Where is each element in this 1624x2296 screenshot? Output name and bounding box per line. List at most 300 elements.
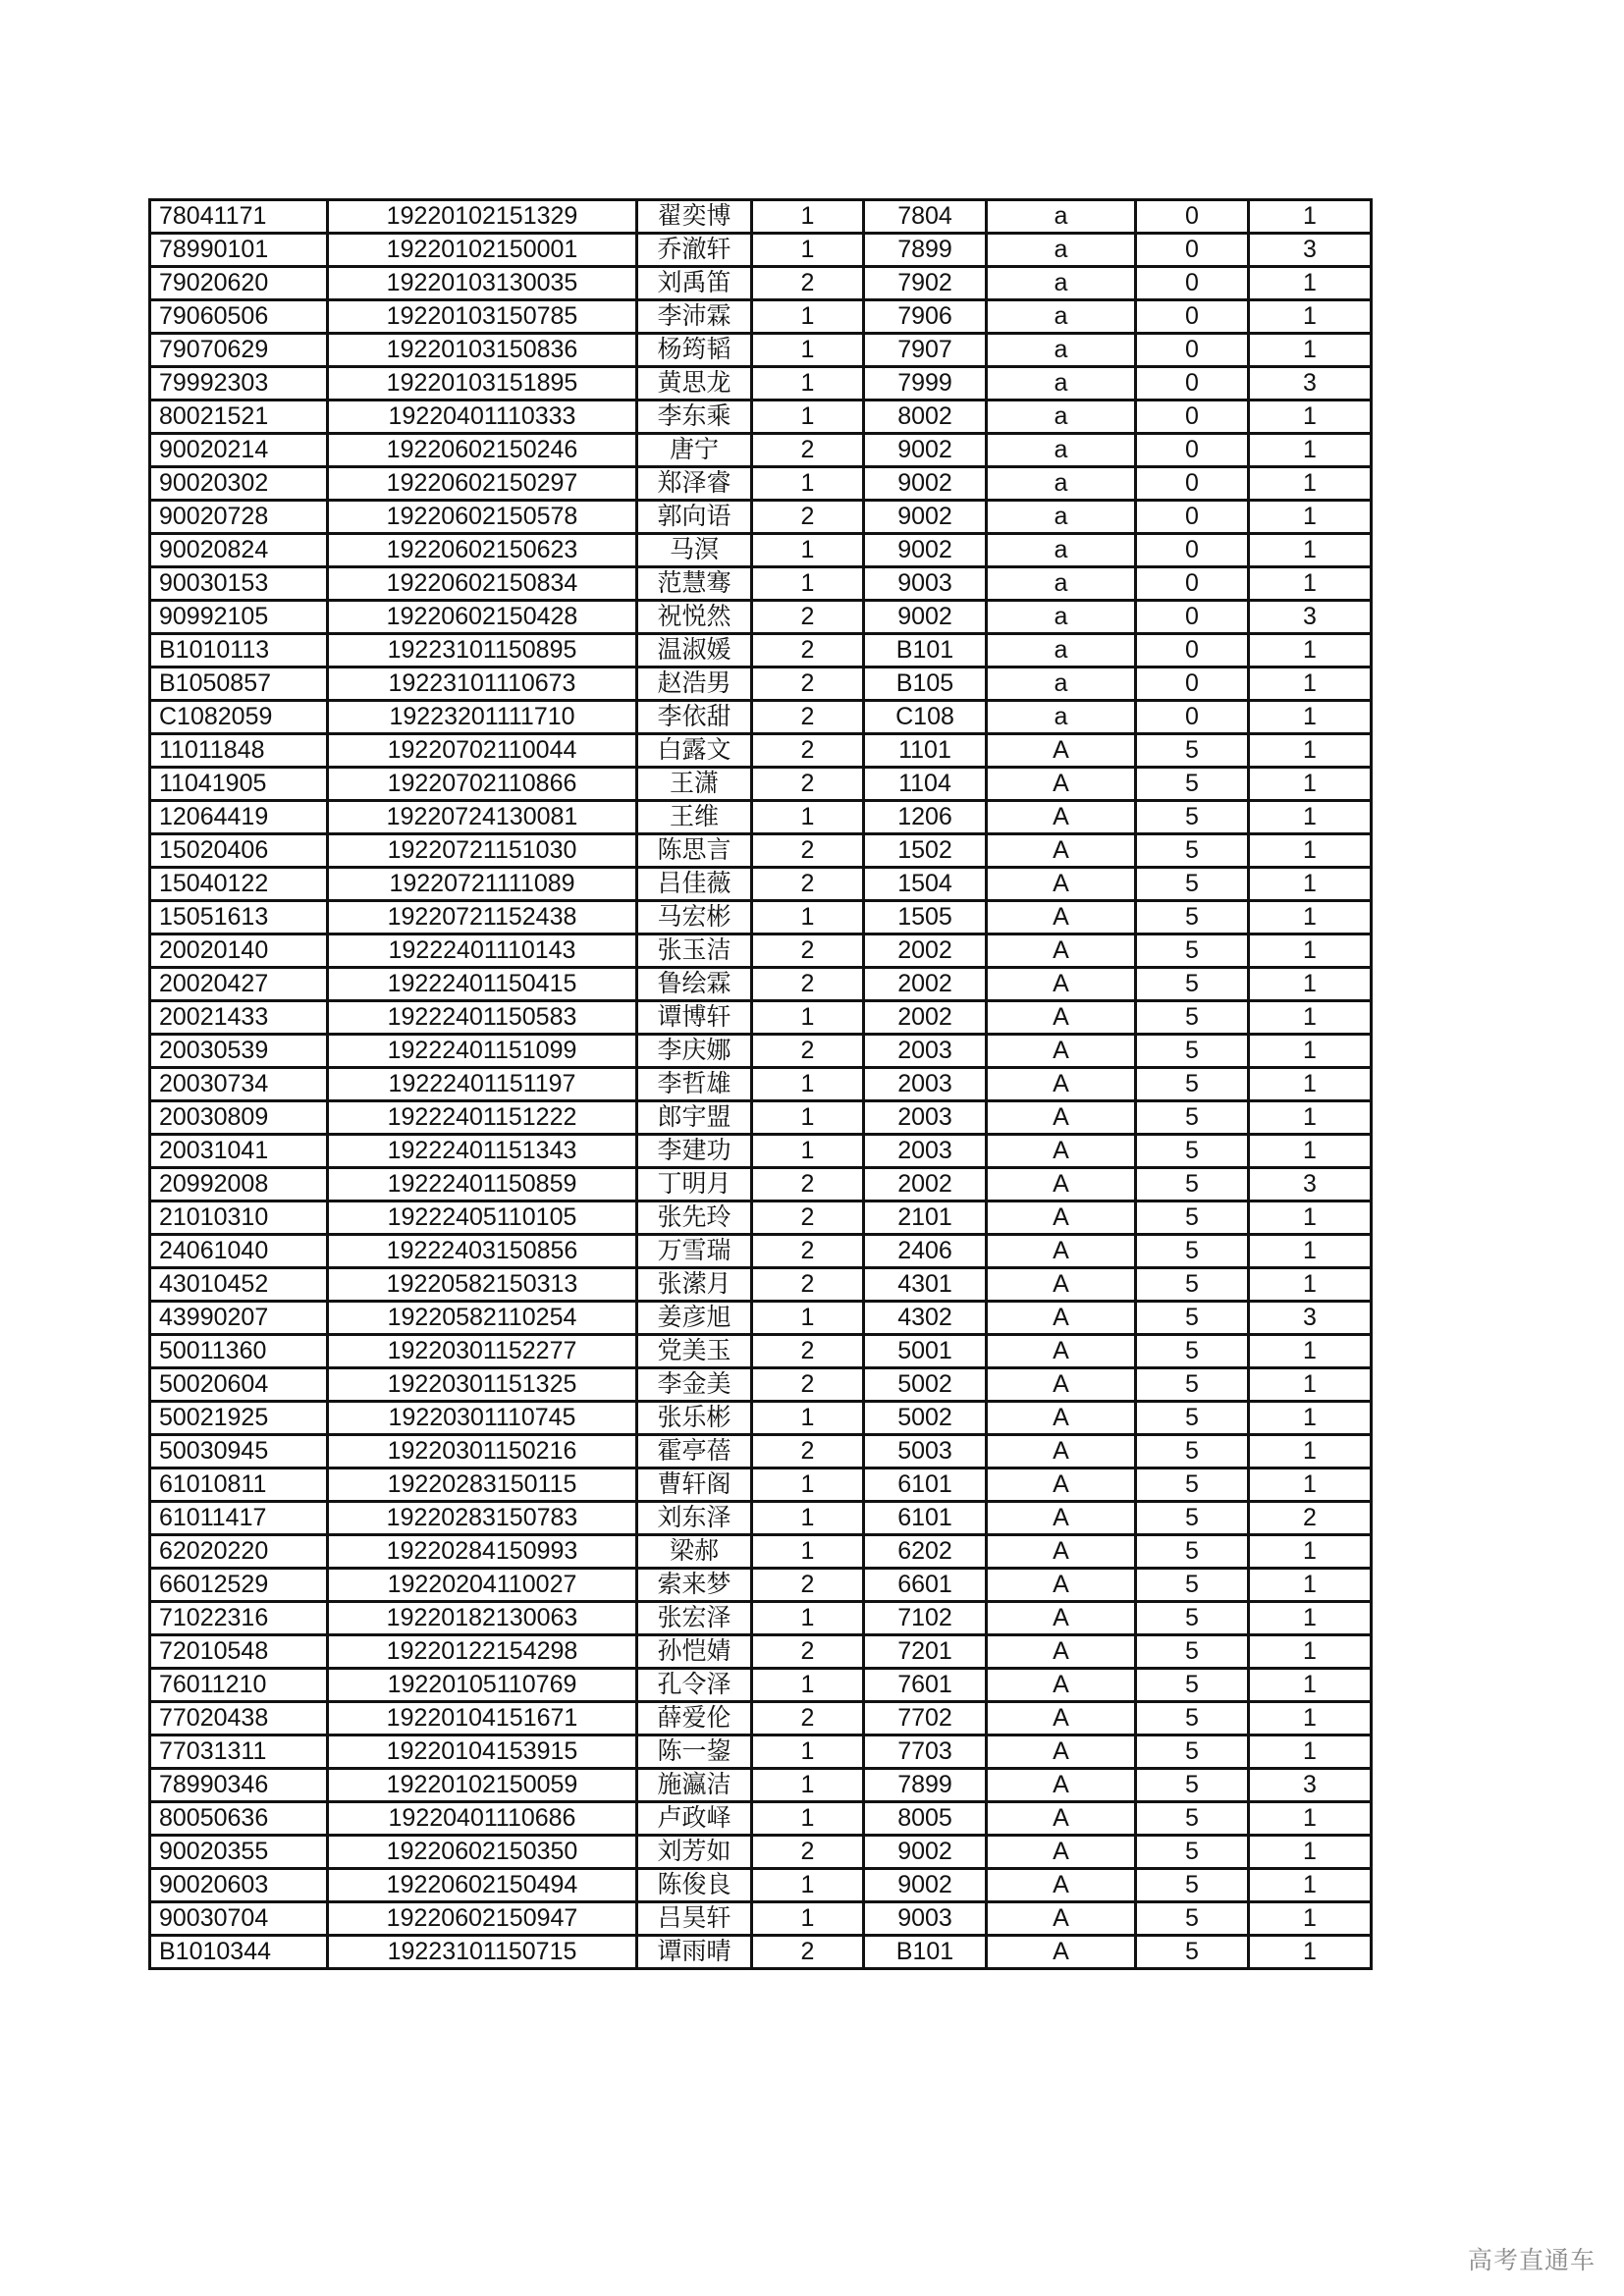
cell-score: 5 — [1136, 934, 1249, 968]
cell-gender: 2 — [752, 667, 864, 701]
cell-code: 9002 — [864, 501, 987, 534]
table-row — [150, 1035, 1372, 1068]
cell-id: 78990101 — [150, 234, 328, 267]
cell-id: 90020214 — [150, 434, 328, 467]
cell-type: 1 — [1249, 1368, 1372, 1402]
cell-exam-no: 19220602150246 — [328, 434, 637, 467]
cell-name: 薛爱伦 — [637, 1702, 752, 1735]
cell-score: 0 — [1136, 400, 1249, 434]
cell-exam-no: 19220103150785 — [328, 300, 637, 334]
cell-exam-no: 19223101150715 — [328, 1936, 637, 1969]
cell-exam-no: 19222403150856 — [328, 1235, 637, 1268]
cell-gender: 1 — [752, 1769, 864, 1802]
cell-code: 2002 — [864, 934, 987, 968]
cell-level: A — [987, 1802, 1136, 1836]
cell-code: 1502 — [864, 834, 987, 868]
cell-type: 1 — [1249, 701, 1372, 734]
cell-code: 4302 — [864, 1302, 987, 1335]
cell-level: a — [987, 467, 1136, 501]
cell-id: 11011848 — [150, 734, 328, 768]
cell-id: 79070629 — [150, 334, 328, 367]
cell-level: A — [987, 1769, 1136, 1802]
data-sheet — [148, 198, 1373, 1970]
cell-name: 刘东泽 — [637, 1502, 752, 1535]
cell-level: a — [987, 501, 1136, 534]
cell-exam-no: 19220602150834 — [328, 567, 637, 601]
cell-code: 7899 — [864, 1769, 987, 1802]
cell-code: 7102 — [864, 1602, 987, 1635]
cell-type: 1 — [1249, 1235, 1372, 1268]
cell-type: 1 — [1249, 667, 1372, 701]
table-row — [150, 1602, 1372, 1635]
cell-id: 90020728 — [150, 501, 328, 534]
cell-code: 7899 — [864, 234, 987, 267]
cell-gender: 2 — [752, 267, 864, 300]
cell-id: 78041171 — [150, 200, 328, 234]
cell-exam-no: 19220102150059 — [328, 1769, 637, 1802]
cell-level: a — [987, 234, 1136, 267]
cell-level: A — [987, 1869, 1136, 1902]
cell-id: B1010113 — [150, 634, 328, 667]
cell-code: C108 — [864, 701, 987, 734]
cell-id: 43010452 — [150, 1268, 328, 1302]
cell-name: 翟奕博 — [637, 200, 752, 234]
cell-type: 1 — [1249, 1635, 1372, 1669]
cell-exam-no: 19220602150494 — [328, 1869, 637, 1902]
cell-type: 3 — [1249, 234, 1372, 267]
cell-name: 吕昊轩 — [637, 1902, 752, 1936]
cell-level: A — [987, 734, 1136, 768]
cell-code: 7201 — [864, 1635, 987, 1669]
cell-gender: 1 — [752, 467, 864, 501]
cell-id: 90992105 — [150, 601, 328, 634]
cell-name: 赵浩男 — [637, 667, 752, 701]
cell-name: 乔澈轩 — [637, 234, 752, 267]
cell-gender: 1 — [752, 400, 864, 434]
cell-name: 李建功 — [637, 1135, 752, 1168]
cell-name: 唐宁 — [637, 434, 752, 467]
cell-level: A — [987, 1268, 1136, 1302]
watermark: 高考直通车 — [1468, 2246, 1597, 2274]
cell-code: 2003 — [864, 1068, 987, 1101]
cell-score: 5 — [1136, 1735, 1249, 1769]
cell-level: A — [987, 1902, 1136, 1936]
cell-gender: 1 — [752, 1101, 864, 1135]
cell-level: A — [987, 1735, 1136, 1769]
cell-score: 5 — [1136, 968, 1249, 1001]
table-row — [150, 801, 1372, 834]
table-row — [150, 1468, 1372, 1502]
cell-score: 5 — [1136, 1335, 1249, 1368]
cell-code: 7702 — [864, 1702, 987, 1735]
cell-code: 7906 — [864, 300, 987, 334]
cell-name: 陈一鋆 — [637, 1735, 752, 1769]
cell-level: A — [987, 1502, 1136, 1535]
cell-score: 0 — [1136, 234, 1249, 267]
cell-level: A — [987, 1035, 1136, 1068]
cell-score: 5 — [1136, 1702, 1249, 1735]
cell-id: 24061040 — [150, 1235, 328, 1268]
cell-code: 1206 — [864, 801, 987, 834]
cell-name: 李哲雄 — [637, 1068, 752, 1101]
cell-type: 2 — [1249, 1502, 1372, 1535]
cell-score: 5 — [1136, 1936, 1249, 1969]
table-row — [150, 1435, 1372, 1468]
cell-id: C1082059 — [150, 701, 328, 734]
cell-name: 李依甜 — [637, 701, 752, 734]
table-row — [150, 667, 1372, 701]
cell-code: 9003 — [864, 567, 987, 601]
table-row — [150, 1268, 1372, 1302]
cell-level: A — [987, 1201, 1136, 1235]
cell-code: 6101 — [864, 1502, 987, 1535]
cell-level: a — [987, 300, 1136, 334]
cell-score: 5 — [1136, 1769, 1249, 1802]
cell-level: A — [987, 1602, 1136, 1635]
cell-name: 鲁绘霖 — [637, 968, 752, 1001]
cell-name: 张潆月 — [637, 1268, 752, 1302]
table-row — [150, 400, 1372, 434]
table-row — [150, 1201, 1372, 1235]
cell-exam-no: 19220401110333 — [328, 400, 637, 434]
cell-name: 刘芳如 — [637, 1836, 752, 1869]
cell-gender: 2 — [752, 501, 864, 534]
cell-id: 79060506 — [150, 300, 328, 334]
cell-score: 5 — [1136, 1201, 1249, 1235]
table-row — [150, 1869, 1372, 1902]
cell-score: 5 — [1136, 1101, 1249, 1135]
cell-score: 5 — [1136, 1268, 1249, 1302]
cell-type: 1 — [1249, 467, 1372, 501]
cell-level: A — [987, 868, 1136, 901]
cell-score: 5 — [1136, 1502, 1249, 1535]
cell-gender: 2 — [752, 1201, 864, 1235]
cell-level: a — [987, 567, 1136, 601]
cell-level: A — [987, 901, 1136, 934]
cell-level: A — [987, 1001, 1136, 1035]
cell-gender: 1 — [752, 1402, 864, 1435]
table-row — [150, 1101, 1372, 1135]
cell-id: 15051613 — [150, 901, 328, 934]
cell-score: 5 — [1136, 1902, 1249, 1936]
cell-exam-no: 19220104153915 — [328, 1735, 637, 1769]
cell-gender: 1 — [752, 1902, 864, 1936]
cell-name: 温淑媛 — [637, 634, 752, 667]
cell-id: 79020620 — [150, 267, 328, 300]
table-row — [150, 234, 1372, 267]
cell-score: 0 — [1136, 501, 1249, 534]
cell-exam-no: 19220702110044 — [328, 734, 637, 768]
cell-name: 谭博轩 — [637, 1001, 752, 1035]
cell-exam-no: 19220102150001 — [328, 234, 637, 267]
cell-id: 50020604 — [150, 1368, 328, 1402]
cell-name: 王维 — [637, 801, 752, 834]
cell-code: 5002 — [864, 1368, 987, 1402]
table-row — [150, 1168, 1372, 1201]
cell-gender: 1 — [752, 1502, 864, 1535]
cell-type: 1 — [1249, 400, 1372, 434]
cell-type: 1 — [1249, 834, 1372, 868]
cell-code: 9002 — [864, 434, 987, 467]
cell-id: 20030539 — [150, 1035, 328, 1068]
cell-score: 5 — [1136, 1001, 1249, 1035]
cell-gender: 1 — [752, 1602, 864, 1635]
cell-score: 5 — [1136, 1068, 1249, 1101]
cell-gender: 2 — [752, 1635, 864, 1669]
cell-level: a — [987, 200, 1136, 234]
cell-gender: 1 — [752, 1001, 864, 1035]
cell-level: a — [987, 701, 1136, 734]
cell-level: a — [987, 667, 1136, 701]
table-row — [150, 1569, 1372, 1602]
cell-type: 1 — [1249, 1435, 1372, 1468]
cell-exam-no: 19223101110673 — [328, 667, 637, 701]
cell-id: B1050857 — [150, 667, 328, 701]
cell-score: 5 — [1136, 1168, 1249, 1201]
cell-exam-no: 19222401151222 — [328, 1101, 637, 1135]
cell-name: 张先玲 — [637, 1201, 752, 1235]
cell-type: 1 — [1249, 801, 1372, 834]
cell-id: 80050636 — [150, 1802, 328, 1836]
cell-name: 郎宇盟 — [637, 1101, 752, 1135]
cell-exam-no: 19220301151325 — [328, 1368, 637, 1402]
table-row — [150, 1802, 1372, 1836]
cell-type: 1 — [1249, 1936, 1372, 1969]
cell-gender: 1 — [752, 300, 864, 334]
cell-level: a — [987, 601, 1136, 634]
cell-name: 李东乘 — [637, 400, 752, 434]
cell-exam-no: 19220602150428 — [328, 601, 637, 634]
cell-level: A — [987, 1468, 1136, 1502]
cell-level: A — [987, 1936, 1136, 1969]
cell-exam-no: 19220602150947 — [328, 1902, 637, 1936]
cell-type: 1 — [1249, 334, 1372, 367]
cell-gender: 2 — [752, 1168, 864, 1201]
cell-exam-no: 19220104151671 — [328, 1702, 637, 1735]
cell-exam-no: 19222401151343 — [328, 1135, 637, 1168]
table-row — [150, 1068, 1372, 1101]
cell-type: 1 — [1249, 434, 1372, 467]
cell-code: 9002 — [864, 1836, 987, 1869]
table-row — [150, 1302, 1372, 1335]
table-row — [150, 334, 1372, 367]
cell-id: B1010344 — [150, 1936, 328, 1969]
cell-exam-no: 19220103130035 — [328, 267, 637, 300]
cell-level: A — [987, 1068, 1136, 1101]
cell-exam-no: 19223101150895 — [328, 634, 637, 667]
cell-id: 78990346 — [150, 1769, 328, 1802]
cell-code: 6202 — [864, 1535, 987, 1569]
cell-score: 5 — [1136, 768, 1249, 801]
cell-code: 9002 — [864, 1869, 987, 1902]
cell-gender: 2 — [752, 434, 864, 467]
cell-exam-no: 19220582150313 — [328, 1268, 637, 1302]
table-row — [150, 1635, 1372, 1669]
cell-code: 2002 — [864, 1168, 987, 1201]
table-row — [150, 1368, 1372, 1402]
cell-id: 50011360 — [150, 1335, 328, 1368]
cell-type: 1 — [1249, 1402, 1372, 1435]
cell-gender: 1 — [752, 1302, 864, 1335]
cell-type: 1 — [1249, 1135, 1372, 1168]
cell-exam-no: 19222405110105 — [328, 1201, 637, 1235]
cell-exam-no: 19222401151197 — [328, 1068, 637, 1101]
cell-gender: 1 — [752, 234, 864, 267]
cell-gender: 2 — [752, 1702, 864, 1735]
cell-score: 5 — [1136, 1235, 1249, 1268]
cell-score: 5 — [1136, 1635, 1249, 1669]
cell-exam-no: 19222401110143 — [328, 934, 637, 968]
cell-score: 0 — [1136, 334, 1249, 367]
cell-exam-no: 19222401150859 — [328, 1168, 637, 1201]
cell-name: 马宏彬 — [637, 901, 752, 934]
cell-gender: 2 — [752, 1936, 864, 1969]
cell-code: 4301 — [864, 1268, 987, 1302]
cell-id: 90020824 — [150, 534, 328, 567]
cell-name: 丁明月 — [637, 1168, 752, 1201]
cell-type: 1 — [1249, 1101, 1372, 1135]
cell-type: 3 — [1249, 1769, 1372, 1802]
table-row — [150, 1335, 1372, 1368]
cell-exam-no: 19220721151030 — [328, 834, 637, 868]
cell-code: 1505 — [864, 901, 987, 934]
cell-code: 2101 — [864, 1201, 987, 1235]
cell-type: 1 — [1249, 501, 1372, 534]
table-row — [150, 1502, 1372, 1535]
cell-id: 66012529 — [150, 1569, 328, 1602]
table-row — [150, 567, 1372, 601]
student-table — [148, 198, 1373, 1970]
cell-id: 76011210 — [150, 1669, 328, 1702]
cell-score: 0 — [1136, 634, 1249, 667]
cell-level: A — [987, 1535, 1136, 1569]
cell-level: A — [987, 1635, 1136, 1669]
cell-id: 20031041 — [150, 1135, 328, 1168]
cell-score: 5 — [1136, 1535, 1249, 1569]
cell-id: 20030809 — [150, 1101, 328, 1135]
cell-type: 1 — [1249, 1468, 1372, 1502]
cell-score: 0 — [1136, 567, 1249, 601]
cell-gender: 1 — [752, 1068, 864, 1101]
cell-exam-no: 19220105110769 — [328, 1669, 637, 1702]
cell-code: 6601 — [864, 1569, 987, 1602]
cell-gender: 2 — [752, 601, 864, 634]
cell-code: 1101 — [864, 734, 987, 768]
cell-name: 吕佳薇 — [637, 868, 752, 901]
cell-name: 郑泽睿 — [637, 467, 752, 501]
cell-type: 1 — [1249, 267, 1372, 300]
cell-type: 1 — [1249, 1569, 1372, 1602]
cell-id: 90030704 — [150, 1902, 328, 1936]
cell-type: 1 — [1249, 901, 1372, 934]
table-row — [150, 601, 1372, 634]
cell-code: B101 — [864, 1936, 987, 1969]
cell-code: 7601 — [864, 1669, 987, 1702]
cell-score: 5 — [1136, 868, 1249, 901]
cell-type: 1 — [1249, 567, 1372, 601]
cell-id: 43990207 — [150, 1302, 328, 1335]
cell-code: B105 — [864, 667, 987, 701]
cell-level: A — [987, 1135, 1136, 1168]
cell-score: 5 — [1136, 1836, 1249, 1869]
cell-level: a — [987, 534, 1136, 567]
cell-name: 范慧骞 — [637, 567, 752, 601]
cell-name: 黄思龙 — [637, 367, 752, 400]
cell-code: 8005 — [864, 1802, 987, 1836]
cell-exam-no: 19220103150836 — [328, 334, 637, 367]
cell-code: 2002 — [864, 968, 987, 1001]
cell-type: 1 — [1249, 1335, 1372, 1368]
cell-level: A — [987, 934, 1136, 968]
cell-gender: 2 — [752, 868, 864, 901]
cell-gender: 1 — [752, 334, 864, 367]
cell-code: 7902 — [864, 267, 987, 300]
cell-id: 21010310 — [150, 1201, 328, 1235]
cell-exam-no: 19220301152277 — [328, 1335, 637, 1368]
cell-level: A — [987, 1101, 1136, 1135]
cell-gender: 2 — [752, 934, 864, 968]
cell-name: 党美玉 — [637, 1335, 752, 1368]
cell-level: a — [987, 334, 1136, 367]
cell-gender: 1 — [752, 801, 864, 834]
cell-gender: 1 — [752, 1869, 864, 1902]
cell-score: 5 — [1136, 1602, 1249, 1635]
table-row — [150, 467, 1372, 501]
cell-score: 5 — [1136, 1569, 1249, 1602]
cell-id: 61010811 — [150, 1468, 328, 1502]
cell-score: 0 — [1136, 434, 1249, 467]
cell-level: A — [987, 801, 1136, 834]
cell-name: 万雪瑞 — [637, 1235, 752, 1268]
cell-gender: 1 — [752, 1135, 864, 1168]
cell-exam-no: 19220721152438 — [328, 901, 637, 934]
cell-score: 5 — [1136, 1368, 1249, 1402]
cell-id: 79992303 — [150, 367, 328, 400]
cell-score: 5 — [1136, 1669, 1249, 1702]
cell-code: 9003 — [864, 1902, 987, 1936]
cell-score: 5 — [1136, 1402, 1249, 1435]
table-row — [150, 934, 1372, 968]
cell-level: a — [987, 400, 1136, 434]
cell-score: 0 — [1136, 601, 1249, 634]
cell-code: 6101 — [864, 1468, 987, 1502]
cell-score: 0 — [1136, 200, 1249, 234]
cell-id: 72010548 — [150, 1635, 328, 1669]
cell-exam-no: 19220602150297 — [328, 467, 637, 501]
cell-type: 1 — [1249, 968, 1372, 1001]
cell-type: 1 — [1249, 534, 1372, 567]
cell-exam-no: 19220301150216 — [328, 1435, 637, 1468]
cell-type: 1 — [1249, 1001, 1372, 1035]
table-row — [150, 300, 1372, 334]
cell-code: 2003 — [864, 1135, 987, 1168]
table-row — [150, 1402, 1372, 1435]
cell-type: 1 — [1249, 1836, 1372, 1869]
table-row — [150, 634, 1372, 667]
cell-exam-no: 19220602150623 — [328, 534, 637, 567]
cell-score: 0 — [1136, 367, 1249, 400]
cell-name: 白露文 — [637, 734, 752, 768]
cell-name: 刘禹笛 — [637, 267, 752, 300]
cell-name: 马溟 — [637, 534, 752, 567]
cell-gender: 2 — [752, 701, 864, 734]
cell-gender: 2 — [752, 1435, 864, 1468]
cell-score: 5 — [1136, 1468, 1249, 1502]
cell-exam-no: 19220702110866 — [328, 768, 637, 801]
cell-name: 霍亭蓓 — [637, 1435, 752, 1468]
cell-id: 20020140 — [150, 934, 328, 968]
cell-exam-no: 19220283150783 — [328, 1502, 637, 1535]
